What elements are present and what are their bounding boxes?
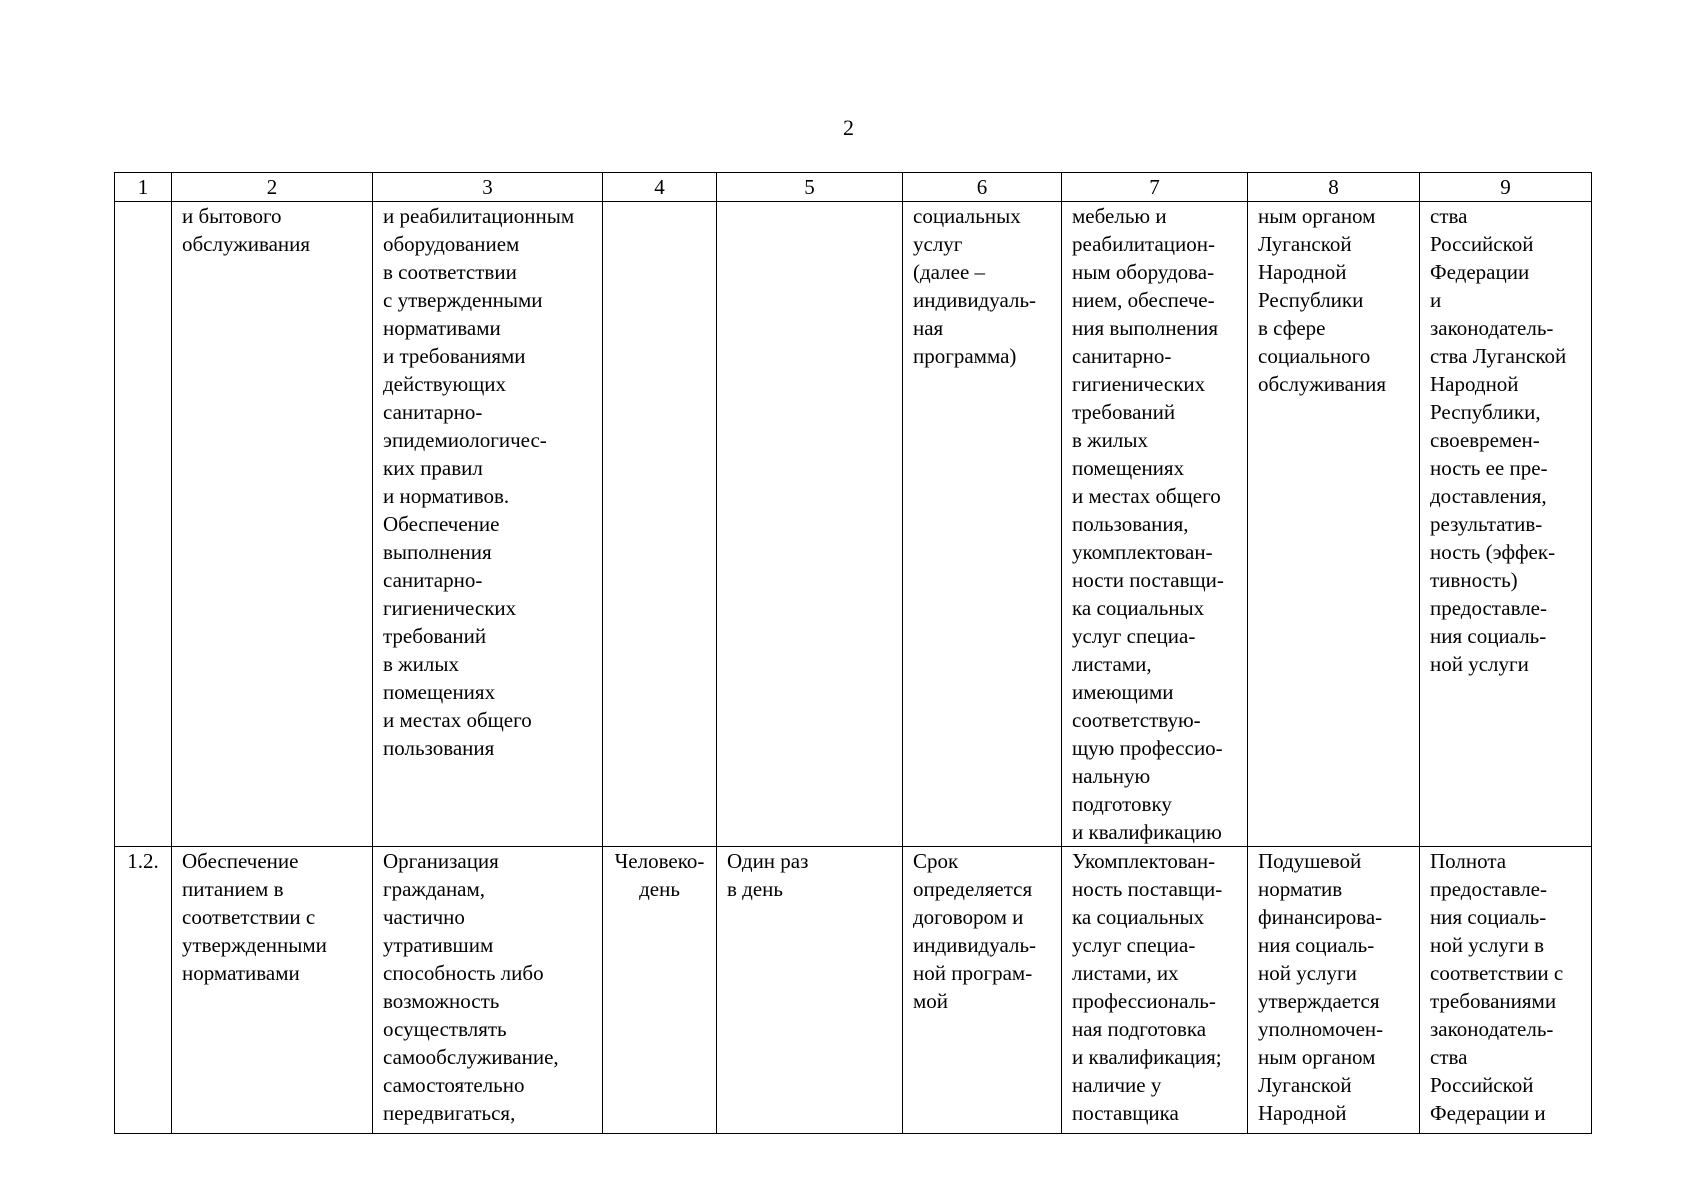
- column-number-header: 3: [373, 173, 603, 202]
- column-number-header: 9: [1420, 173, 1592, 202]
- term-cell: Срок определяется договором и индивидуаль- ной програм- мой: [903, 847, 1062, 1134]
- page-number: 2: [843, 115, 854, 140]
- row-number-cell: 1.2.: [115, 847, 172, 1134]
- column-number-header: 7: [1062, 173, 1248, 202]
- column-number-header: 6: [903, 173, 1062, 202]
- normative-cell: Подушевой норматив финансирова- ния социаль- ной услуги утверждается уполномочен- ным органом Луганской Народной: [1248, 847, 1420, 1134]
- conditions-cell: мебелью и реабилитацион- ным оборудова- нием, обеспече- ния выполнения санитарно- гигиенических требований в жилых помещениях и местах общего пользования, укомплектован- ности поставщи- ка социальных услуг специа- листами, имеющими соответствую- щую профессио- нальную подготовку и квалификацию: [1062, 202, 1248, 847]
- service-description-cell: Организация гражданам, частично утратившим способность либо возможность осуществлять самообслуживание, самостоятельно передвигаться,: [373, 847, 603, 1134]
- column-number-header: 2: [172, 173, 373, 202]
- unit-cell: Человеко- день: [603, 847, 717, 1134]
- row-number-cell: [115, 202, 172, 847]
- column-number-header: 5: [717, 173, 903, 202]
- normative-cell: ным органом Луганской Народной Республики в сфере социального обслуживания: [1248, 202, 1420, 847]
- table-row: [115, 847, 1592, 1134]
- column-number-header: 1: [115, 173, 172, 202]
- unit-cell: [603, 202, 717, 847]
- table-row: [115, 202, 1592, 847]
- quality-cell: Полнота предоставле- ния социаль- ной услуги в соответствии с требованиями законодатель- ства Российской Федерации и: [1420, 847, 1592, 1134]
- table-header-row: [115, 173, 1592, 202]
- frequency-cell: [717, 202, 903, 847]
- column-number-header: 8: [1248, 173, 1420, 202]
- conditions-cell: Укомплектован- ность поставщи- ка социальных услуг специа- листами, их профессиональ- ная подготовка и квалификация; наличие у поставщика: [1062, 847, 1248, 1134]
- service-description-cell: и реабилитационным оборудованием в соответствии с утвержденными нормативами и требованиями действующих санитарно- эпидемиологичес- ких правил и нормативов. Обеспечение выполнения санитарно- гигиенических требований в жилых помещениях и местах общего пользования: [373, 202, 603, 847]
- service-name-cell: и бытового обслуживания: [172, 202, 373, 847]
- services-table: [114, 172, 1592, 1134]
- term-cell: социальных услуг (далее – индивидуаль- ная программа): [903, 202, 1062, 847]
- service-name-cell: Обеспечение питанием в соответствии с утвержденными нормативами: [172, 847, 373, 1134]
- quality-cell: ства Российской Федерации и законодатель- ства Луганской Народной Республики, своевремен- ность ее пре- доставления, результатив- ность (эффек- тивность) предоставле- ния социаль- ной услуги: [1420, 202, 1592, 847]
- frequency-cell: Один раз в день: [717, 847, 903, 1134]
- column-number-header: 4: [603, 173, 717, 202]
